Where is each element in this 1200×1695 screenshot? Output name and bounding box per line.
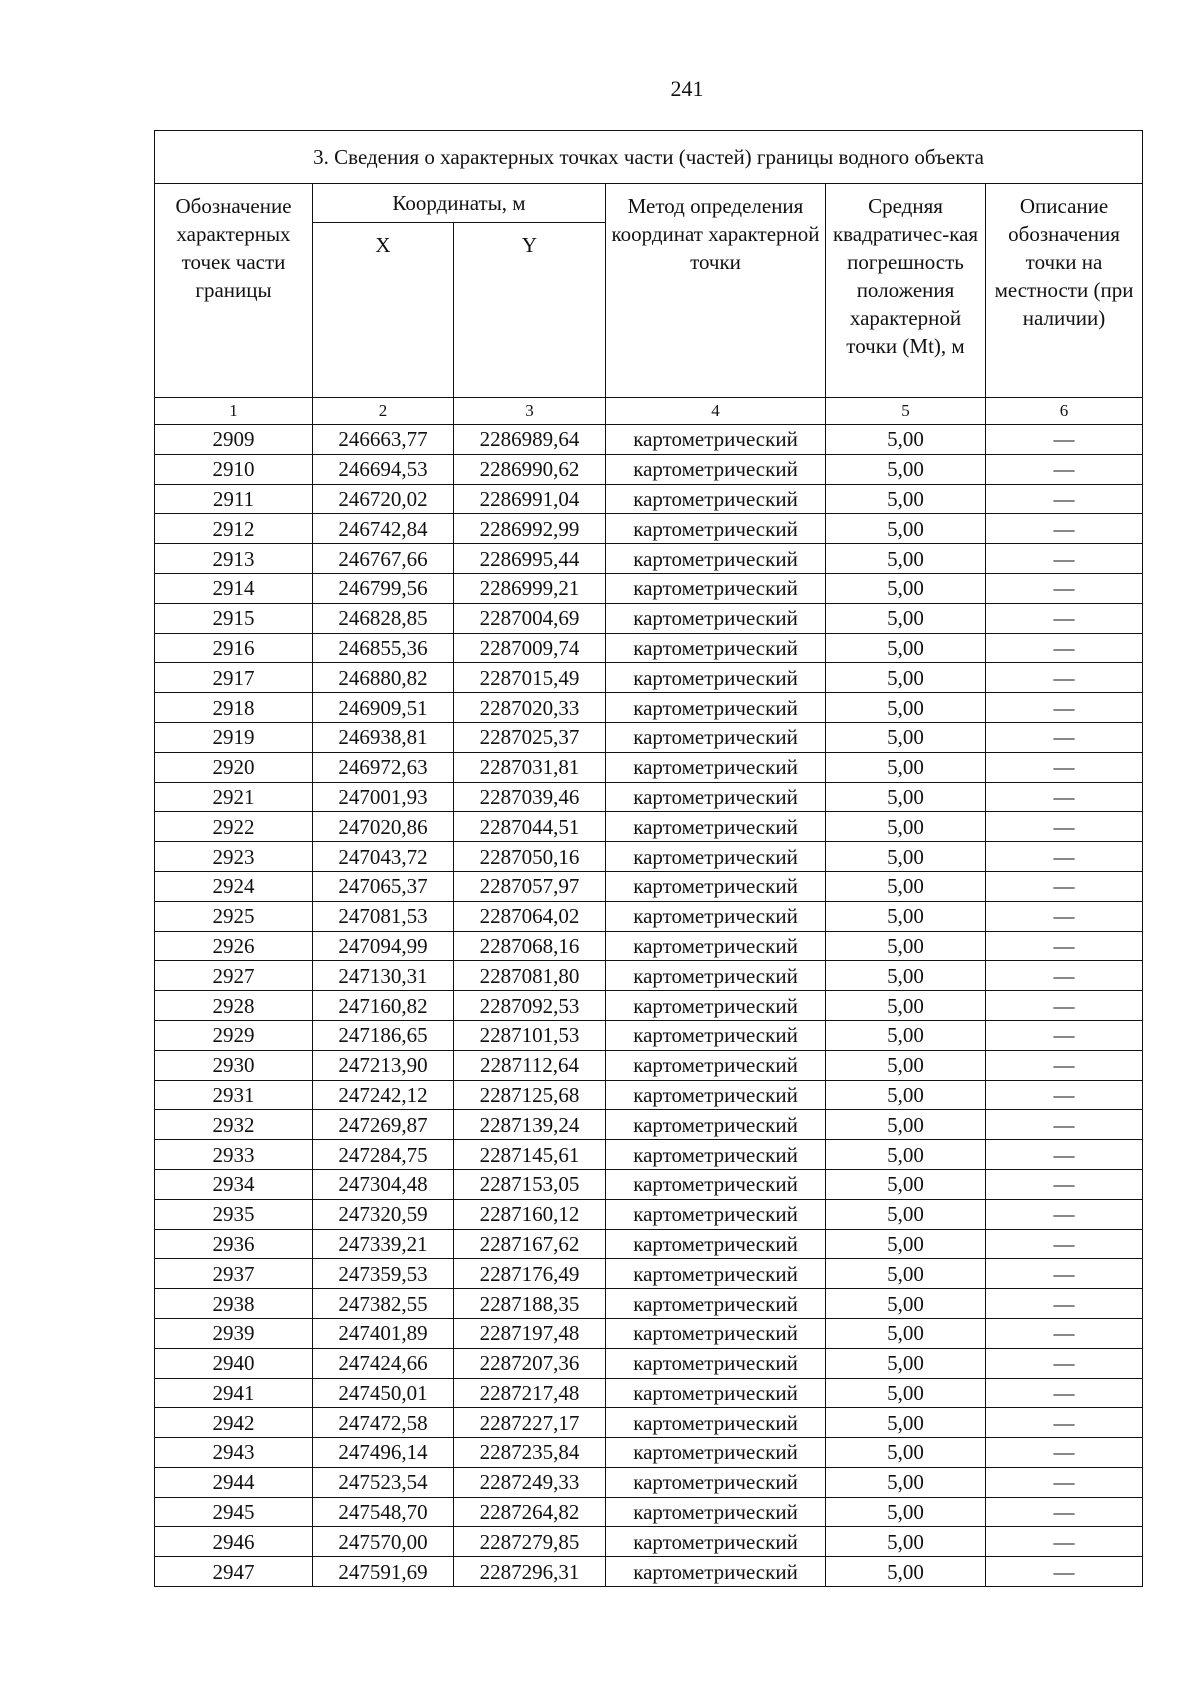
y-coordinate-cell: 2287050,16 bbox=[454, 842, 606, 872]
table-row bbox=[155, 454, 1143, 484]
table-row bbox=[155, 1169, 1143, 1199]
method-cell: картометрический bbox=[606, 1020, 826, 1050]
point-id-cell: 2925 bbox=[155, 901, 313, 931]
table-row bbox=[155, 1527, 1143, 1557]
table-row bbox=[155, 1497, 1143, 1527]
method-cell: картометрический bbox=[606, 1318, 826, 1348]
description-cell: — bbox=[986, 484, 1143, 514]
table-row bbox=[155, 633, 1143, 663]
description-cell: — bbox=[986, 1497, 1143, 1527]
description-cell: — bbox=[986, 1199, 1143, 1229]
x-coordinate-cell: 247001,93 bbox=[313, 782, 454, 812]
point-id-cell: 2932 bbox=[155, 1110, 313, 1140]
error-cell: 5,00 bbox=[826, 1140, 986, 1170]
error-cell: 5,00 bbox=[826, 425, 986, 455]
y-coordinate-cell: 2287176,49 bbox=[454, 1259, 606, 1289]
error-cell: 5,00 bbox=[826, 961, 986, 991]
table-row bbox=[155, 1050, 1143, 1080]
method-cell: картометрический bbox=[606, 603, 826, 633]
y-coordinate-cell: 2287112,64 bbox=[454, 1050, 606, 1080]
y-coordinate-cell: 2287101,53 bbox=[454, 1020, 606, 1050]
point-id-cell: 2924 bbox=[155, 871, 313, 901]
method-cell: картометрический bbox=[606, 573, 826, 603]
x-coordinate-cell: 247020,86 bbox=[313, 812, 454, 842]
point-id-cell: 2912 bbox=[155, 514, 313, 544]
error-cell: 5,00 bbox=[826, 871, 986, 901]
error-cell: 5,00 bbox=[826, 484, 986, 514]
y-coordinate-cell: 2287081,80 bbox=[454, 961, 606, 991]
y-coordinate-cell: 2287092,53 bbox=[454, 991, 606, 1021]
table-header bbox=[155, 131, 1143, 425]
table-row bbox=[155, 1020, 1143, 1050]
method-cell: картометрический bbox=[606, 1080, 826, 1110]
point-id-cell: 2917 bbox=[155, 663, 313, 693]
point-id-cell: 2931 bbox=[155, 1080, 313, 1110]
x-coordinate-cell: 247304,48 bbox=[313, 1169, 454, 1199]
point-id-cell: 2935 bbox=[155, 1199, 313, 1229]
method-cell: картометрический bbox=[606, 425, 826, 455]
point-id-cell: 2923 bbox=[155, 842, 313, 872]
description-cell: — bbox=[986, 1557, 1143, 1587]
boundary-points-table bbox=[154, 130, 1143, 1587]
column-number: 1 bbox=[155, 398, 313, 425]
point-id-cell: 2922 bbox=[155, 812, 313, 842]
method-cell: картометрический bbox=[606, 514, 826, 544]
point-id-cell: 2915 bbox=[155, 603, 313, 633]
method-cell: картометрический bbox=[606, 842, 826, 872]
y-coordinate-cell: 2287068,16 bbox=[454, 931, 606, 961]
x-coordinate-cell: 246855,36 bbox=[313, 633, 454, 663]
y-coordinate-cell: 2287145,61 bbox=[454, 1140, 606, 1170]
table-row bbox=[155, 484, 1143, 514]
y-coordinate-cell: 2287227,17 bbox=[454, 1408, 606, 1438]
description-cell: — bbox=[986, 931, 1143, 961]
description-cell: — bbox=[986, 1140, 1143, 1170]
x-coordinate-cell: 247523,54 bbox=[313, 1467, 454, 1497]
error-cell: 5,00 bbox=[826, 1467, 986, 1497]
error-cell: 5,00 bbox=[826, 1557, 986, 1587]
error-cell: 5,00 bbox=[826, 901, 986, 931]
method-cell: картометрический bbox=[606, 454, 826, 484]
description-cell: — bbox=[986, 693, 1143, 723]
x-coordinate-cell: 247450,01 bbox=[313, 1378, 454, 1408]
y-coordinate-cell: 2286989,64 bbox=[454, 425, 606, 455]
x-coordinate-cell: 247382,55 bbox=[313, 1289, 454, 1319]
y-coordinate-cell: 2287188,35 bbox=[454, 1289, 606, 1319]
y-coordinate-cell: 2287139,24 bbox=[454, 1110, 606, 1140]
x-coordinate-cell: 246972,63 bbox=[313, 752, 454, 782]
error-cell: 5,00 bbox=[826, 633, 986, 663]
x-coordinate-cell: 246799,56 bbox=[313, 573, 454, 603]
description-cell: — bbox=[986, 1080, 1143, 1110]
error-cell: 5,00 bbox=[826, 1229, 986, 1259]
description-cell: — bbox=[986, 1467, 1143, 1497]
description-cell: — bbox=[986, 1229, 1143, 1259]
y-coordinate-cell: 2286995,44 bbox=[454, 544, 606, 574]
table-row bbox=[155, 961, 1143, 991]
y-coordinate-cell: 2286999,21 bbox=[454, 573, 606, 603]
header-y: Y bbox=[454, 223, 606, 398]
table-title: 3. Сведения о характерных точках части (частей) границы водного объекта bbox=[155, 131, 1143, 184]
error-cell: 5,00 bbox=[826, 1289, 986, 1319]
x-coordinate-cell: 246694,53 bbox=[313, 454, 454, 484]
error-cell: 5,00 bbox=[826, 1020, 986, 1050]
table-row bbox=[155, 782, 1143, 812]
column-number: 5 bbox=[826, 398, 986, 425]
description-cell: — bbox=[986, 1050, 1143, 1080]
method-cell: картометрический bbox=[606, 782, 826, 812]
error-cell: 5,00 bbox=[826, 1527, 986, 1557]
point-id-cell: 2947 bbox=[155, 1557, 313, 1587]
x-coordinate-cell: 247591,69 bbox=[313, 1557, 454, 1587]
x-coordinate-cell: 246880,82 bbox=[313, 663, 454, 693]
table-row bbox=[155, 931, 1143, 961]
x-coordinate-cell: 247548,70 bbox=[313, 1497, 454, 1527]
description-cell: — bbox=[986, 1110, 1143, 1140]
error-cell: 5,00 bbox=[826, 752, 986, 782]
error-cell: 5,00 bbox=[826, 1259, 986, 1289]
table-row bbox=[155, 1408, 1143, 1438]
table-row bbox=[155, 425, 1143, 455]
method-cell: картометрический bbox=[606, 1408, 826, 1438]
point-id-cell: 2918 bbox=[155, 693, 313, 723]
description-cell: — bbox=[986, 1259, 1143, 1289]
y-coordinate-cell: 2287296,31 bbox=[454, 1557, 606, 1587]
x-coordinate-cell: 247424,66 bbox=[313, 1348, 454, 1378]
method-cell: картометрический bbox=[606, 1557, 826, 1587]
point-id-cell: 2933 bbox=[155, 1140, 313, 1170]
table-row bbox=[155, 752, 1143, 782]
table-row bbox=[155, 1140, 1143, 1170]
error-cell: 5,00 bbox=[826, 991, 986, 1021]
x-coordinate-cell: 247496,14 bbox=[313, 1438, 454, 1468]
error-cell: 5,00 bbox=[826, 1438, 986, 1468]
error-cell: 5,00 bbox=[826, 1408, 986, 1438]
column-number: 6 bbox=[986, 398, 1143, 425]
x-coordinate-cell: 246742,84 bbox=[313, 514, 454, 544]
description-cell: — bbox=[986, 544, 1143, 574]
y-coordinate-cell: 2287279,85 bbox=[454, 1527, 606, 1557]
table-row bbox=[155, 544, 1143, 574]
point-id-cell: 2939 bbox=[155, 1318, 313, 1348]
page-number: 241 bbox=[670, 76, 704, 101]
method-cell: картометрический bbox=[606, 931, 826, 961]
x-coordinate-cell: 247130,31 bbox=[313, 961, 454, 991]
description-cell: — bbox=[986, 1348, 1143, 1378]
point-id-cell: 2920 bbox=[155, 752, 313, 782]
table-body bbox=[155, 425, 1143, 1587]
description-cell: — bbox=[986, 633, 1143, 663]
x-coordinate-cell: 246663,77 bbox=[313, 425, 454, 455]
x-coordinate-cell: 247320,59 bbox=[313, 1199, 454, 1229]
x-coordinate-cell: 247401,89 bbox=[313, 1318, 454, 1348]
point-id-cell: 2940 bbox=[155, 1348, 313, 1378]
header-description: Описание обозначения точки на местности (при наличии) bbox=[986, 184, 1143, 398]
y-coordinate-cell: 2287167,62 bbox=[454, 1229, 606, 1259]
y-coordinate-cell: 2287153,05 bbox=[454, 1169, 606, 1199]
method-cell: картометрический bbox=[606, 1110, 826, 1140]
table-row bbox=[155, 573, 1143, 603]
error-cell: 5,00 bbox=[826, 603, 986, 633]
table-row bbox=[155, 693, 1143, 723]
error-cell: 5,00 bbox=[826, 663, 986, 693]
method-cell: картометрический bbox=[606, 1289, 826, 1319]
table-row bbox=[155, 603, 1143, 633]
description-cell: — bbox=[986, 842, 1143, 872]
header-coordinates: Координаты, м bbox=[313, 184, 606, 223]
point-id-cell: 2936 bbox=[155, 1229, 313, 1259]
x-coordinate-cell: 246720,02 bbox=[313, 484, 454, 514]
method-cell: картометрический bbox=[606, 1527, 826, 1557]
y-coordinate-cell: 2287207,36 bbox=[454, 1348, 606, 1378]
method-cell: картометрический bbox=[606, 693, 826, 723]
point-id-cell: 2916 bbox=[155, 633, 313, 663]
error-cell: 5,00 bbox=[826, 693, 986, 723]
error-cell: 5,00 bbox=[826, 1050, 986, 1080]
table-row bbox=[155, 1110, 1143, 1140]
method-cell: картометрический bbox=[606, 1259, 826, 1289]
column-number: 4 bbox=[606, 398, 826, 425]
error-cell: 5,00 bbox=[826, 1080, 986, 1110]
point-id-cell: 2921 bbox=[155, 782, 313, 812]
point-id-cell: 2945 bbox=[155, 1497, 313, 1527]
method-cell: картометрический bbox=[606, 1199, 826, 1229]
method-cell: картометрический bbox=[606, 1378, 826, 1408]
error-cell: 5,00 bbox=[826, 1348, 986, 1378]
method-cell: картометрический bbox=[606, 722, 826, 752]
point-id-cell: 2941 bbox=[155, 1378, 313, 1408]
y-coordinate-cell: 2287217,48 bbox=[454, 1378, 606, 1408]
column-numbers-row bbox=[155, 398, 1143, 425]
description-cell: — bbox=[986, 603, 1143, 633]
y-coordinate-cell: 2287064,02 bbox=[454, 901, 606, 931]
y-coordinate-cell: 2287009,74 bbox=[454, 633, 606, 663]
point-id-cell: 2937 bbox=[155, 1259, 313, 1289]
y-coordinate-cell: 2286991,04 bbox=[454, 484, 606, 514]
x-coordinate-cell: 247269,87 bbox=[313, 1110, 454, 1140]
description-cell: — bbox=[986, 722, 1143, 752]
method-cell: картометрический bbox=[606, 1140, 826, 1170]
x-coordinate-cell: 246938,81 bbox=[313, 722, 454, 752]
x-coordinate-cell: 247160,82 bbox=[313, 991, 454, 1021]
y-coordinate-cell: 2287031,81 bbox=[454, 752, 606, 782]
point-id-cell: 2911 bbox=[155, 484, 313, 514]
description-cell: — bbox=[986, 782, 1143, 812]
error-cell: 5,00 bbox=[826, 1378, 986, 1408]
description-cell: — bbox=[986, 812, 1143, 842]
method-cell: картометрический bbox=[606, 484, 826, 514]
table-row bbox=[155, 1348, 1143, 1378]
description-cell: — bbox=[986, 1289, 1143, 1319]
column-number: 3 bbox=[454, 398, 606, 425]
method-cell: картометрический bbox=[606, 961, 826, 991]
y-coordinate-cell: 2287039,46 bbox=[454, 782, 606, 812]
description-cell: — bbox=[986, 752, 1143, 782]
table-row bbox=[155, 1467, 1143, 1497]
table-row bbox=[155, 1199, 1143, 1229]
point-id-cell: 2938 bbox=[155, 1289, 313, 1319]
table-row bbox=[155, 1259, 1143, 1289]
error-cell: 5,00 bbox=[826, 1110, 986, 1140]
table-row bbox=[155, 1438, 1143, 1468]
x-coordinate-cell: 247065,37 bbox=[313, 871, 454, 901]
table-row bbox=[155, 1318, 1143, 1348]
description-cell: — bbox=[986, 1408, 1143, 1438]
header-point: Обозначение характерных точек части границы bbox=[155, 184, 313, 398]
description-cell: — bbox=[986, 1438, 1143, 1468]
x-coordinate-cell: 246767,66 bbox=[313, 544, 454, 574]
table-row bbox=[155, 514, 1143, 544]
x-coordinate-cell: 247339,21 bbox=[313, 1229, 454, 1259]
method-cell: картометрический bbox=[606, 1169, 826, 1199]
description-cell: — bbox=[986, 1318, 1143, 1348]
header-error: Средняя квадратичес-кая погрешность положения характерной точки (Mt), м bbox=[826, 184, 986, 398]
method-cell: картометрический bbox=[606, 1229, 826, 1259]
x-coordinate-cell: 246828,85 bbox=[313, 603, 454, 633]
description-cell: — bbox=[986, 901, 1143, 931]
y-coordinate-cell: 2286992,99 bbox=[454, 514, 606, 544]
x-coordinate-cell: 247081,53 bbox=[313, 901, 454, 931]
point-id-cell: 2930 bbox=[155, 1050, 313, 1080]
point-id-cell: 2942 bbox=[155, 1408, 313, 1438]
x-coordinate-cell: 246909,51 bbox=[313, 693, 454, 723]
method-cell: картометрический bbox=[606, 544, 826, 574]
method-cell: картометрический bbox=[606, 901, 826, 931]
method-cell: картометрический bbox=[606, 752, 826, 782]
error-cell: 5,00 bbox=[826, 842, 986, 872]
y-coordinate-cell: 2286990,62 bbox=[454, 454, 606, 484]
method-cell: картометрический bbox=[606, 1438, 826, 1468]
table-row bbox=[155, 1557, 1143, 1587]
y-coordinate-cell: 2287004,69 bbox=[454, 603, 606, 633]
description-cell: — bbox=[986, 871, 1143, 901]
error-cell: 5,00 bbox=[826, 782, 986, 812]
point-id-cell: 2946 bbox=[155, 1527, 313, 1557]
table-row bbox=[155, 991, 1143, 1021]
x-coordinate-cell: 247472,58 bbox=[313, 1408, 454, 1438]
method-cell: картометрический bbox=[606, 871, 826, 901]
table-row bbox=[155, 722, 1143, 752]
header-method: Метод определения координат характерной точки bbox=[606, 184, 826, 398]
x-coordinate-cell: 247284,75 bbox=[313, 1140, 454, 1170]
header-x: X bbox=[313, 223, 454, 398]
table-row bbox=[155, 1080, 1143, 1110]
method-cell: картометрический bbox=[606, 1497, 826, 1527]
table-row bbox=[155, 812, 1143, 842]
description-cell: — bbox=[986, 454, 1143, 484]
point-id-cell: 2910 bbox=[155, 454, 313, 484]
point-id-cell: 2929 bbox=[155, 1020, 313, 1050]
y-coordinate-cell: 2287015,49 bbox=[454, 663, 606, 693]
y-coordinate-cell: 2287160,12 bbox=[454, 1199, 606, 1229]
table-row bbox=[155, 1378, 1143, 1408]
x-coordinate-cell: 247570,00 bbox=[313, 1527, 454, 1557]
point-id-cell: 2926 bbox=[155, 931, 313, 961]
error-cell: 5,00 bbox=[826, 722, 986, 752]
y-coordinate-cell: 2287264,82 bbox=[454, 1497, 606, 1527]
error-cell: 5,00 bbox=[826, 454, 986, 484]
x-coordinate-cell: 247359,53 bbox=[313, 1259, 454, 1289]
error-cell: 5,00 bbox=[826, 812, 986, 842]
y-coordinate-cell: 2287125,68 bbox=[454, 1080, 606, 1110]
point-id-cell: 2927 bbox=[155, 961, 313, 991]
table-row bbox=[155, 901, 1143, 931]
x-coordinate-cell: 247242,12 bbox=[313, 1080, 454, 1110]
y-coordinate-cell: 2287235,84 bbox=[454, 1438, 606, 1468]
point-id-cell: 2909 bbox=[155, 425, 313, 455]
x-coordinate-cell: 247186,65 bbox=[313, 1020, 454, 1050]
description-cell: — bbox=[986, 1169, 1143, 1199]
point-id-cell: 2944 bbox=[155, 1467, 313, 1497]
error-cell: 5,00 bbox=[826, 1318, 986, 1348]
error-cell: 5,00 bbox=[826, 1497, 986, 1527]
error-cell: 5,00 bbox=[826, 514, 986, 544]
error-cell: 5,00 bbox=[826, 1169, 986, 1199]
y-coordinate-cell: 2287249,33 bbox=[454, 1467, 606, 1497]
x-coordinate-cell: 247094,99 bbox=[313, 931, 454, 961]
description-cell: — bbox=[986, 1378, 1143, 1408]
description-cell: — bbox=[986, 1527, 1143, 1557]
description-cell: — bbox=[986, 1020, 1143, 1050]
point-id-cell: 2934 bbox=[155, 1169, 313, 1199]
column-number: 2 bbox=[313, 398, 454, 425]
method-cell: картометрический bbox=[606, 1348, 826, 1378]
point-id-cell: 2914 bbox=[155, 573, 313, 603]
description-cell: — bbox=[986, 961, 1143, 991]
y-coordinate-cell: 2287044,51 bbox=[454, 812, 606, 842]
method-cell: картометрический bbox=[606, 1050, 826, 1080]
table-row bbox=[155, 871, 1143, 901]
error-cell: 5,00 bbox=[826, 573, 986, 603]
method-cell: картометрический bbox=[606, 1467, 826, 1497]
description-cell: — bbox=[986, 573, 1143, 603]
description-cell: — bbox=[986, 514, 1143, 544]
method-cell: картометрический bbox=[606, 633, 826, 663]
point-id-cell: 2928 bbox=[155, 991, 313, 1021]
y-coordinate-cell: 2287025,37 bbox=[454, 722, 606, 752]
point-id-cell: 2919 bbox=[155, 722, 313, 752]
error-cell: 5,00 bbox=[826, 1199, 986, 1229]
point-id-cell: 2913 bbox=[155, 544, 313, 574]
x-coordinate-cell: 247043,72 bbox=[313, 842, 454, 872]
table-row bbox=[155, 842, 1143, 872]
point-id-cell: 2943 bbox=[155, 1438, 313, 1468]
y-coordinate-cell: 2287020,33 bbox=[454, 693, 606, 723]
x-coordinate-cell: 247213,90 bbox=[313, 1050, 454, 1080]
error-cell: 5,00 bbox=[826, 544, 986, 574]
y-coordinate-cell: 2287197,48 bbox=[454, 1318, 606, 1348]
y-coordinate-cell: 2287057,97 bbox=[454, 871, 606, 901]
method-cell: картометрический bbox=[606, 991, 826, 1021]
table-row bbox=[155, 1229, 1143, 1259]
method-cell: картометрический bbox=[606, 812, 826, 842]
table-row bbox=[155, 663, 1143, 693]
description-cell: — bbox=[986, 663, 1143, 693]
method-cell: картометрический bbox=[606, 663, 826, 693]
description-cell: — bbox=[986, 425, 1143, 455]
description-cell: — bbox=[986, 991, 1143, 1021]
table-row bbox=[155, 1289, 1143, 1319]
error-cell: 5,00 bbox=[826, 931, 986, 961]
